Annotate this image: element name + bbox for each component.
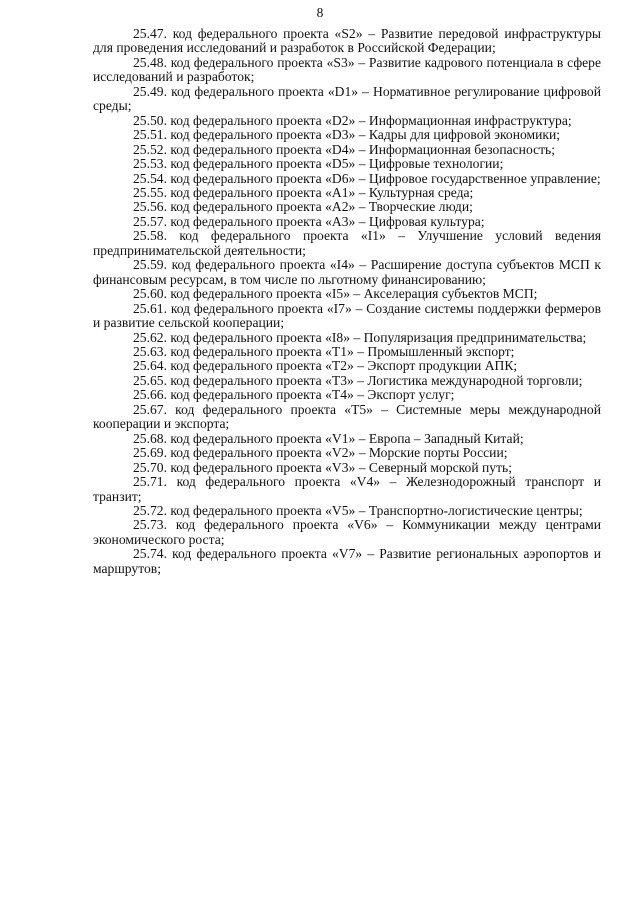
list-item: 25.50. код федерального проекта «D2» – Информационная инфраструктура; <box>133 112 572 128</box>
list-item: 25.60. код федерального проекта «I5» – Акселерация субъектов МСП; <box>133 286 538 302</box>
list-item: 25.47. код федерального проекта «S2» – Развитие передовой инфраструктуры для проведения исследований и разработок в Российской Федерации; <box>93 26 601 56</box>
list-item: 25.54. код федерального проекта «D6» – Цифровое государственное управление; <box>133 170 601 186</box>
list-item: 25.62. код федерального проекта «I8» – Популяризация предпринимательства; <box>133 329 587 345</box>
list-item: 25.71. код федерального проекта «V4» – Железнодорожный транспорт и транзит; <box>93 474 601 504</box>
list-item: 25.52. код федерального проекта «D4» – Информационная безопасность; <box>133 141 556 157</box>
list-item: 25.63. код федерального проекта «T1» – Промышленный экспорт; <box>133 343 515 359</box>
list-item: 25.59. код федерального проекта «I4» – Расширение доступа субъектов МСП к финансовым ресурсам, в том числе по льготному финансированию; <box>93 257 601 287</box>
list-item: 25.73. код федерального проекта «V6» – Коммуникации между центрами экономического роста; <box>93 517 601 547</box>
list-item: 25.51. код федерального проекта «D3» – Кадры для цифровой экономики; <box>133 127 561 143</box>
list-item: 25.66. код федерального проекта «T4» – Экспорт услуг; <box>133 387 455 403</box>
list-item: 25.55. код федерального проекта «A1» – Культурная среда; <box>133 184 474 200</box>
list-item: 25.53. код федерального проекта «D5» – Цифровые технологии; <box>133 156 504 172</box>
list-item: 25.74. код федерального проекта «V7» – Развитие региональных аэропортов и маршрутов; <box>93 546 601 576</box>
page-number: 8 <box>316 5 324 20</box>
list-item: 25.64. код федерального проекта «T2» – Экспорт продукции АПК; <box>133 358 518 374</box>
list-item: 25.57. код федерального проекта «A3» – Цифровая культура; <box>133 213 485 229</box>
list-item: 25.70. код федерального проекта «V3» – Северный морской путь; <box>133 459 513 475</box>
list-item: 25.72. код федерального проекта «V5» – Транспортно-логистические центры; <box>133 502 583 518</box>
list-item: 25.65. код федерального проекта «T3» – Логистика международной торговли; <box>133 372 583 388</box>
list-item: 25.61. код федерального проекта «I7» – Создание системы поддержки фермеров и развитие сельской кооперации; <box>93 300 601 331</box>
list-item: 25.56. код федерального проекта «A2» – Творческие люди; <box>133 199 473 215</box>
list-item: 25.67. код федерального проекта «T5» – Системные меры международной кооперации и экспорта; <box>93 401 601 432</box>
document-body <box>93 27 601 576</box>
list-item: 25.58. код федерального проекта «I1» – Улучшение условий ведения предпринимательской деятельности; <box>93 228 601 258</box>
list-item: 25.48. код федерального проекта «S3» – Развитие кадрового потенциала в сфере исследований и разработок; <box>93 54 601 85</box>
list-item: 25.49. код федерального проекта «D1» – Нормативное регулирование цифровой среды; <box>93 83 601 114</box>
list-item: 25.69. код федерального проекта «V2» – Морские порты России; <box>133 445 508 461</box>
list-item: 25.68. код федерального проекта «V1» – Европа – Западный Китай; <box>133 430 524 446</box>
